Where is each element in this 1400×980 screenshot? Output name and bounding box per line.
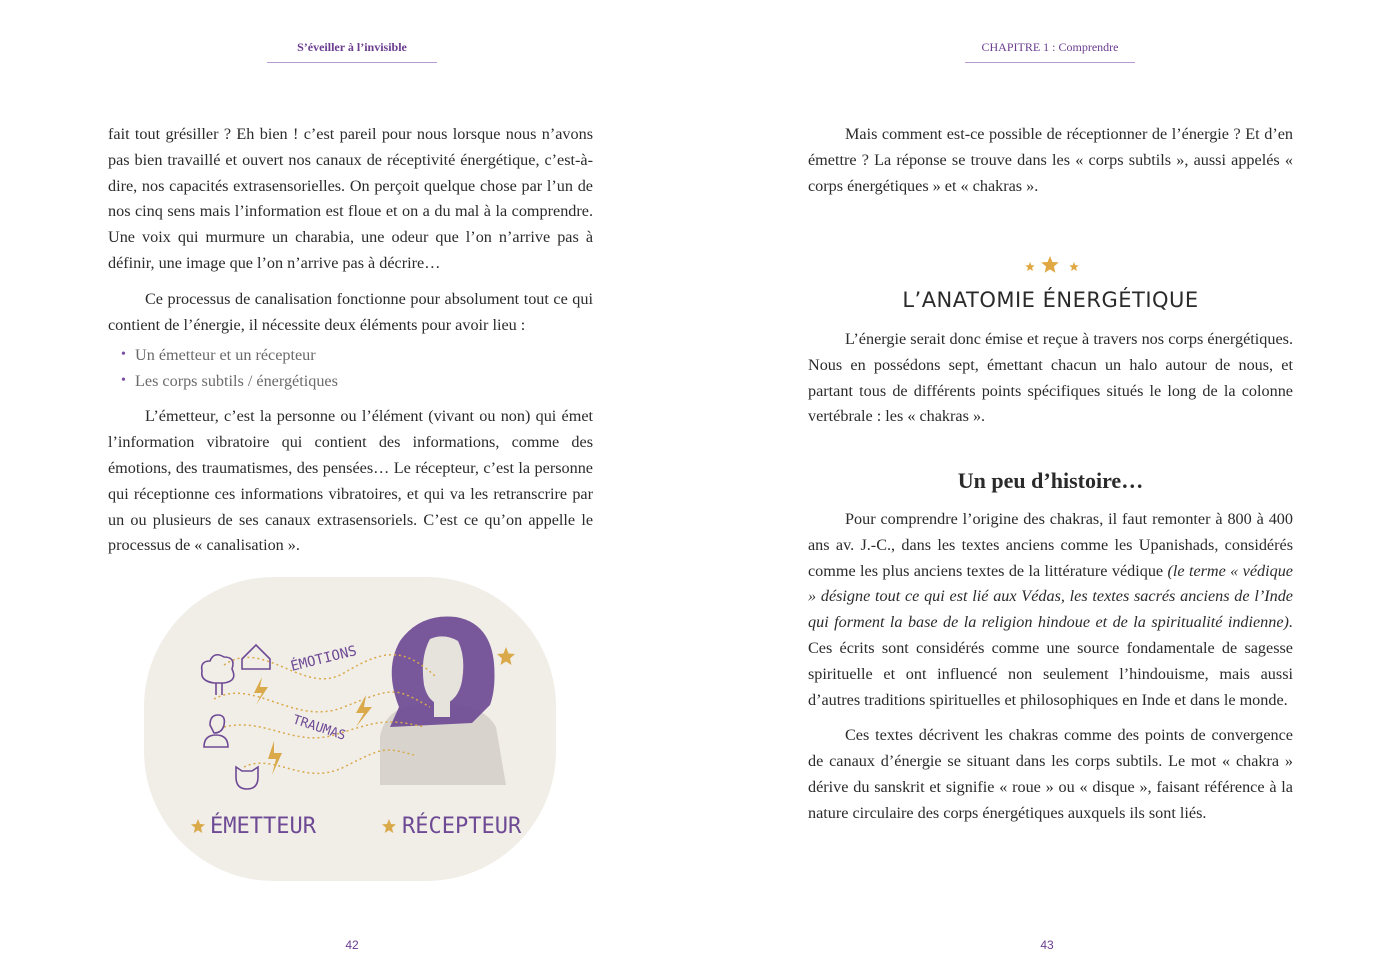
history-paragraph-1 [808, 507, 1293, 713]
star-icon [1069, 262, 1078, 271]
page-number-left: 42 [345, 938, 359, 952]
right-page [700, 0, 1400, 980]
paragraph-1: fait tout grésiller ? Eh bien ! c’est pareil pour nous lorsque nous n’avons pas bien travaillé et ouvert nos canaux de réceptivité énergétique, c’est-à-dire, nos capacités extrasensorielles. On perçoit quelque chose par l’un de nos cinq sens mais l’information est floue et on a du mal à la comprendre. Une voix qui murmure un charabia, une odeur que l’on n’arrive pas à définir, une image que l’on n’arrive pas à décrire… [108, 125, 593, 272]
star-icon [1025, 262, 1034, 271]
history-paragraph-2: Ces textes décrivent les chakras comme des points de convergence de canaux d’énergie se situant dans les corps subtils. Le mot « chakra » dérive du sanskrit et signifie « roue » ou « disque », faisant référence à la nature circulaire des corps énergétiques auxquels ils sont liés. [808, 726, 1293, 822]
label-emotions: ÉMOTIONS [289, 643, 359, 675]
paragraph-2: Ce processus de canalisation fonctionne pour absolument tout ce qui contient de l’énergie, il nécessite deux éléments pour avoir lieu : [108, 289, 593, 334]
section-title: L’ANATOMIE ÉNERGÉTIQUE [902, 288, 1199, 312]
history-italic-note: (le terme « védique » désigne tout ce qui est lié aux Védas, les textes sacrés anciens de l’Inde qui forment la base de la religion hindoue et de la spiritualité indienne). [808, 561, 1293, 632]
label-receiver: RÉCEPTEUR [402, 814, 522, 839]
label-traumas: TRAUMAS [290, 712, 348, 744]
list-item: • Un émetteur et un récepteur [108, 342, 593, 368]
paragraph-3: L’émetteur, c’est la personne ou l’élément (vivant ou non) qui émet l’information vibratoire qui contient des informations, comme des émotions, des traumatismes, des pensées… Le récepteur, c’est la personne qui réceptionne ces informations vibratoires, et qui va les retranscrire par un ou plusieurs de ses canaux extrasensoriels. C’est ce qu’on appelle le processus de « canalisation ». [108, 407, 593, 555]
left-body [108, 122, 593, 559]
running-head-right: CHAPITRE 1 : Comprendre [965, 40, 1135, 63]
bullet-list [108, 342, 593, 394]
section-paragraph: L’énergie serait donc émise et reçue à travers nos corps énergétiques. Nous en possédons sept, émettant chacun un halo autour de nous, et partant tous de différents points spécifiques situés le long de la colonne vertébrale : les « chakras ». [808, 330, 1293, 426]
history-text-start: Pour comprendre l’origine des chakras, il faut remonter à 800 à 400 ans av. J.-C., dans les textes anciens comme les Upanishads, considérés comme les plus anciens textes de la littérature védique [808, 510, 1293, 580]
page-number-right: 43 [1040, 938, 1054, 952]
channeling-illustration [144, 577, 556, 881]
list-item: • Les corps subtils / énergétiques [108, 368, 593, 394]
section-body [808, 327, 1293, 430]
intro-paragraph: Mais comment est-ce possible de réceptionner de l’énergie ? Et d’en émettre ? La réponse se trouve dans les « corps subtils », aussi appelés « corps énergétiques » et « chakras ». [808, 125, 1293, 195]
running-head-left: S’éveiller à l’invisible [267, 40, 437, 63]
subsection-title: Un peu d’histoire… [957, 468, 1144, 493]
right-intro [808, 122, 1293, 199]
history-text-end: Ces écrits sont considérés comme une source fondamentale de sagesse spirituelle et ont influencé non seulement l’hindouisme, mais aussi d’autres traditions spirituelles et philosophiques en Inde et dans le monde. [808, 638, 1293, 709]
history-body [808, 507, 1293, 827]
label-emitter: ÉMETTEUR [210, 814, 316, 839]
star-icon [1041, 256, 1059, 273]
ornament-stars [1020, 254, 1080, 278]
